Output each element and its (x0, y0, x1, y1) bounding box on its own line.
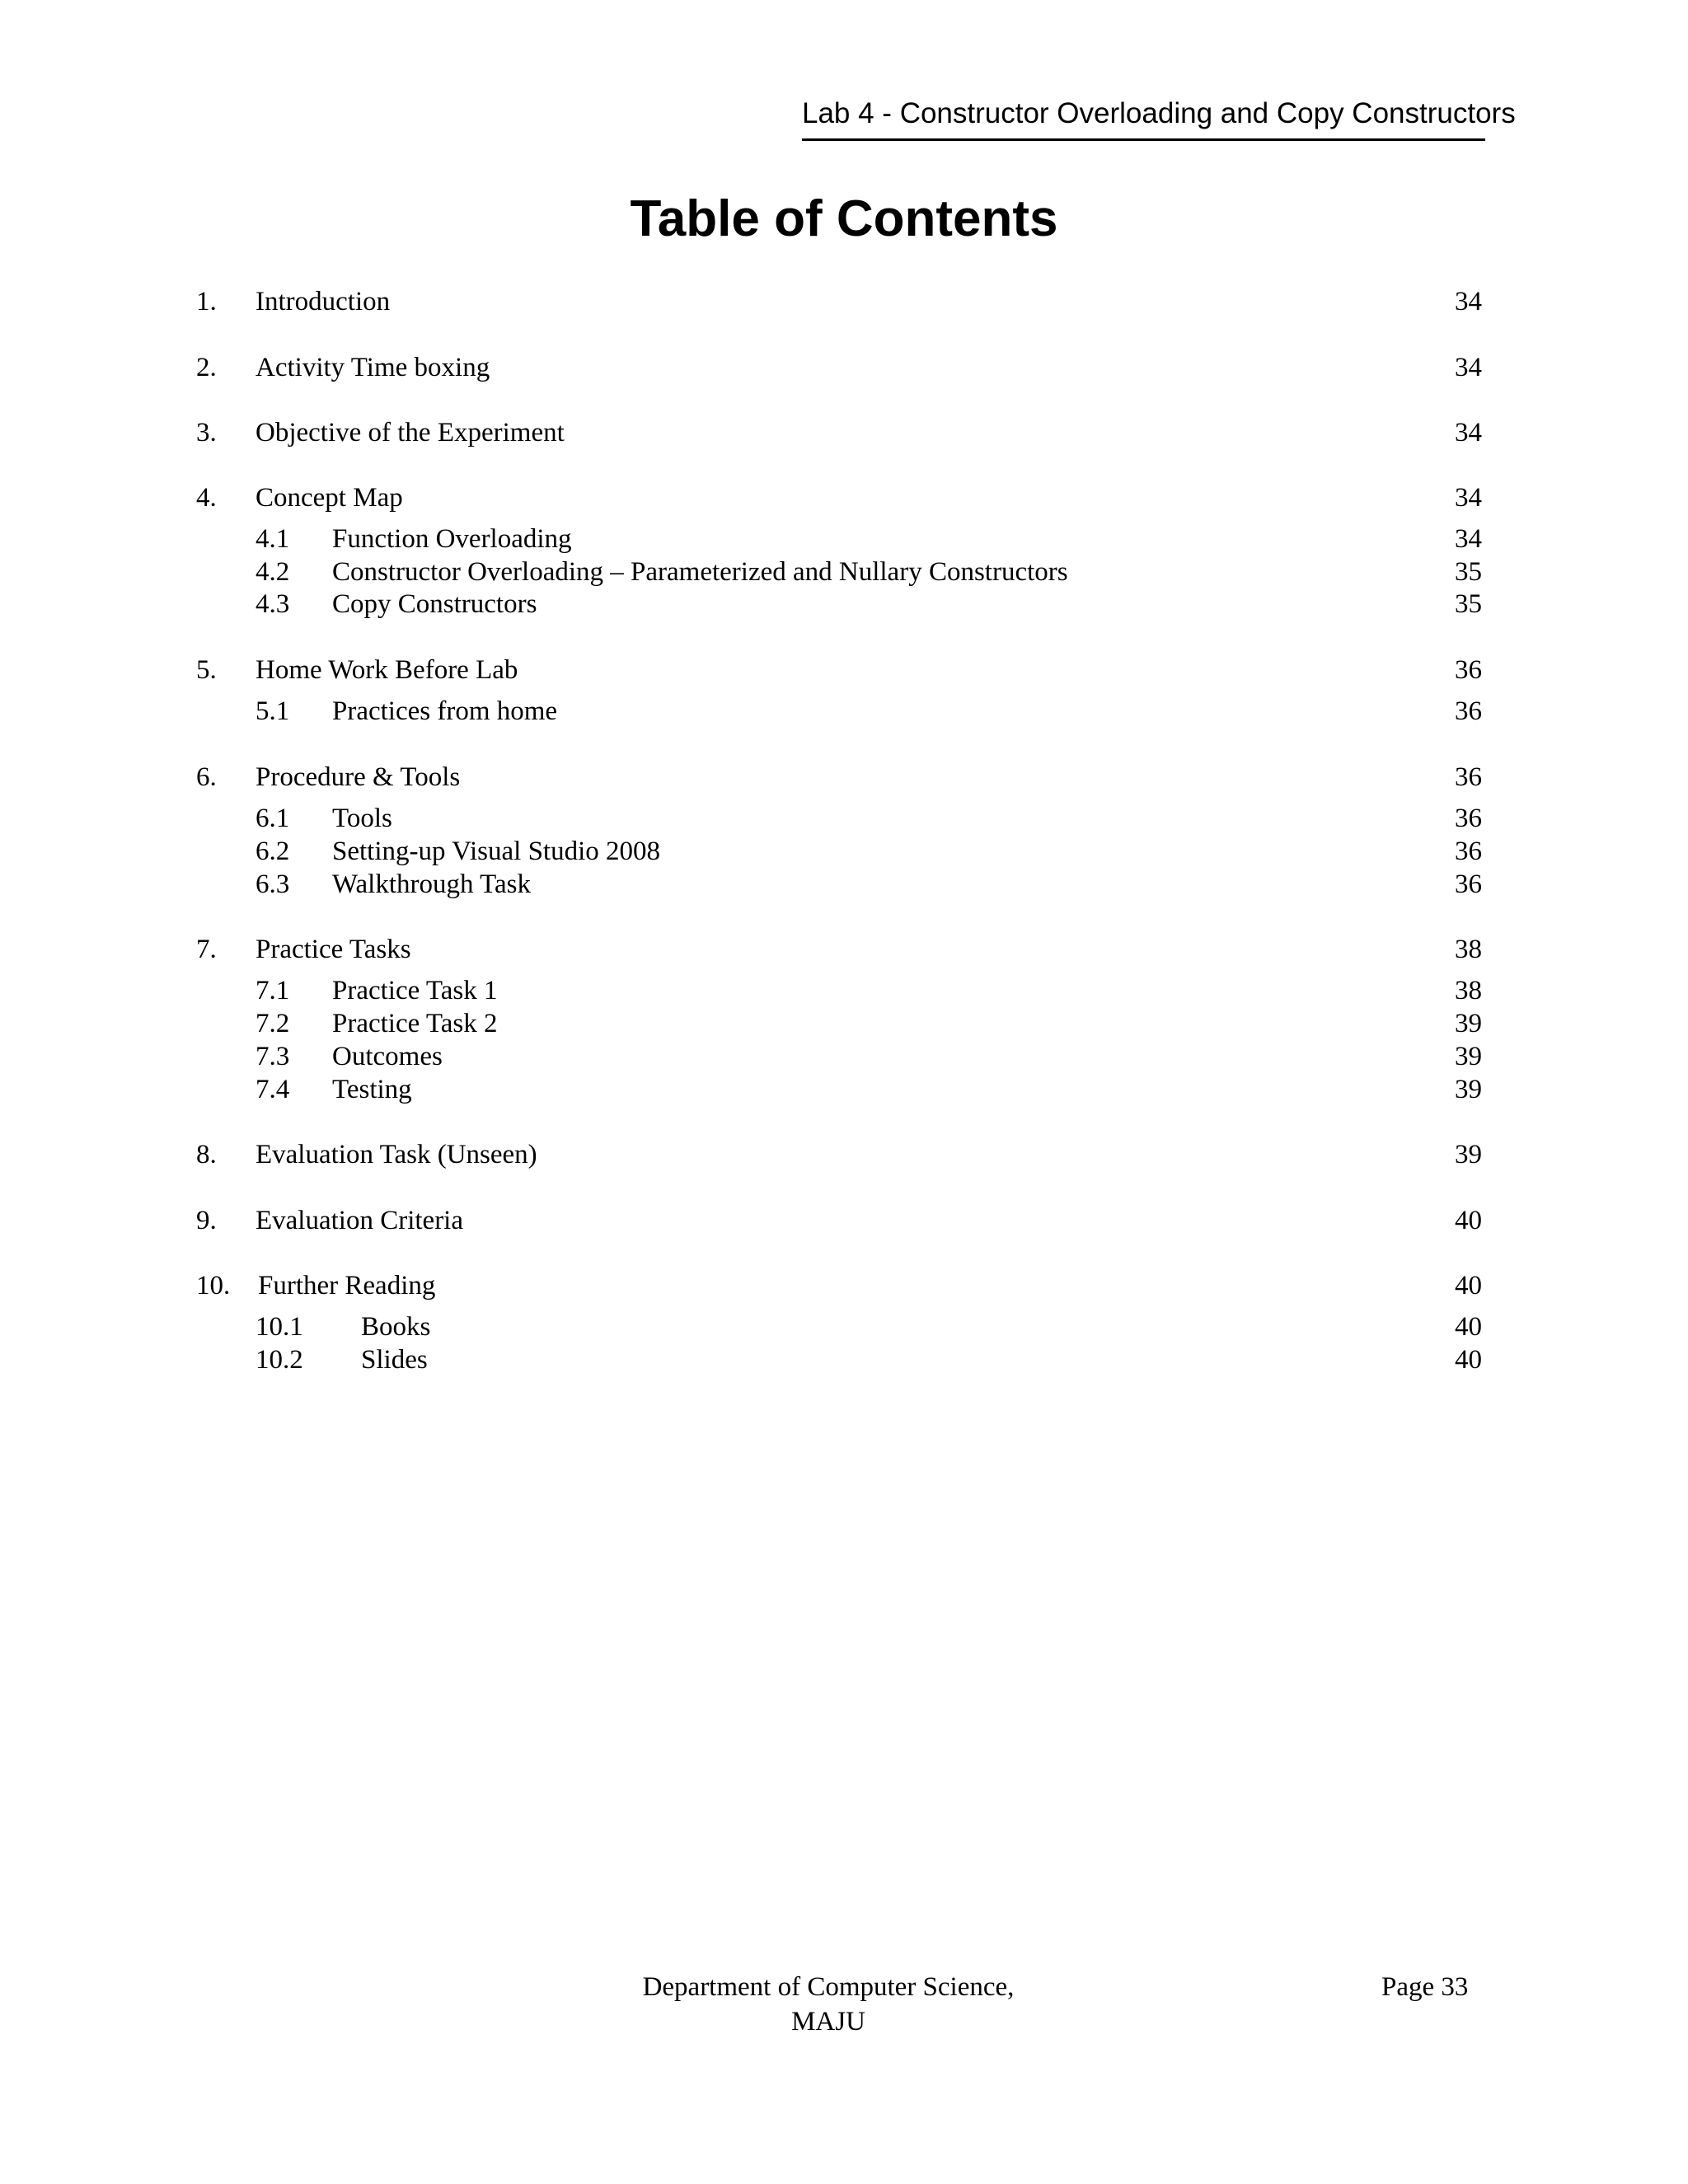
toc-subentry (0, 835, 1688, 868)
toc-entry-label: Introduction (256, 287, 391, 316)
toc-entry-number: 4. (196, 483, 217, 513)
toc-entry-label: Concept Map (256, 483, 403, 513)
toc-subentry (0, 695, 1688, 728)
toc-entry-label: Activity Time boxing (256, 353, 490, 382)
toc-entry (0, 285, 1688, 318)
toc-entry-page: 39 (1455, 1140, 1482, 1169)
toc-entry-number: 8. (196, 1140, 217, 1169)
toc-entry-number: 6. (196, 762, 217, 792)
toc-entry-number: 7.3 (256, 1042, 290, 1071)
toc-entry-number: 3. (196, 418, 217, 448)
toc-entry-number: 1. (196, 287, 217, 316)
toc-entry-page: 35 (1455, 557, 1482, 587)
toc-entry-page: 35 (1455, 589, 1482, 619)
toc-subentry (0, 1073, 1688, 1106)
toc-entry-page: 39 (1455, 1075, 1482, 1104)
toc-subentry (0, 1007, 1688, 1040)
toc-entry-page: 34 (1455, 353, 1482, 382)
toc-entry-page: 34 (1455, 524, 1482, 554)
toc-entry-page: 39 (1455, 1042, 1482, 1071)
toc-entry-label: Home Work Before Lab (256, 655, 518, 685)
toc-entry (0, 654, 1688, 687)
toc-entry-number: 2. (196, 353, 217, 382)
toc-subentry (0, 588, 1688, 621)
footer-department-line1: Department of Computer Science, (642, 1972, 1015, 2002)
toc-entry-label: Constructor Overloading – Parameterized and Nullary Constructors (332, 557, 1068, 587)
toc-entry (0, 416, 1688, 449)
toc-entry-label: Objective of the Experiment (256, 418, 565, 448)
toc-entry-page: 39 (1455, 1009, 1482, 1038)
toc-entry (0, 1269, 1688, 1302)
toc-entry-page: 40 (1455, 1312, 1482, 1342)
toc-entry-number: 9. (196, 1206, 217, 1235)
toc-entry (0, 933, 1688, 966)
running-header: Lab 4 - Constructor Overloading and Copy Constructors (802, 97, 1485, 141)
toc-entry-label: Practice Task 1 (332, 976, 498, 1005)
toc-entry-page: 36 (1455, 762, 1482, 792)
toc-entry-number: 4.3 (256, 589, 290, 619)
toc-entry-page: 34 (1455, 418, 1482, 448)
page-title: Table of Contents (630, 190, 1058, 247)
toc-subentry (0, 802, 1688, 835)
toc-entry-number: 10.1 (256, 1312, 303, 1342)
toc-entry-label: Testing (332, 1075, 412, 1104)
toc-entry-number: 5.1 (256, 696, 290, 726)
toc-entry-number: 7.1 (256, 976, 290, 1005)
toc-entry (0, 1204, 1688, 1237)
toc-entry-page: 36 (1455, 696, 1482, 726)
toc-entry-label: Function Overloading (332, 524, 572, 554)
toc-entry (0, 481, 1688, 514)
toc-entry-label: Evaluation Criteria (256, 1206, 463, 1235)
toc-entry-label: Practices from home (332, 696, 558, 726)
toc-entry-number: 6.2 (256, 837, 290, 866)
footer-department-line2: MAJU (791, 2007, 865, 2036)
toc-entry-label: Practice Task 2 (332, 1009, 498, 1038)
toc-entry-page: 38 (1455, 935, 1482, 964)
toc-entry-number: 4.2 (256, 557, 290, 587)
toc-entry-label: Walkthrough Task (332, 869, 531, 899)
toc-entry (0, 1138, 1688, 1171)
toc-entry-page: 40 (1455, 1271, 1482, 1301)
toc-entry-number: 7. (196, 935, 217, 964)
toc-entry-number: 4.1 (256, 524, 290, 554)
toc-entry-page: 36 (1455, 655, 1482, 685)
toc-entry-number: 6.1 (256, 804, 290, 833)
toc-entry-number: 10.2 (256, 1345, 303, 1375)
toc-entry-label: Copy Constructors (332, 589, 537, 619)
toc-entry-page: 36 (1455, 804, 1482, 833)
toc-subentry (0, 1343, 1688, 1376)
toc-entry (0, 351, 1688, 384)
toc-subentry (0, 555, 1688, 588)
toc-entry-label: Outcomes (332, 1042, 443, 1071)
toc-entry-number: 7.4 (256, 1075, 290, 1104)
toc-entry-label: Practice Tasks (256, 935, 411, 964)
toc-entry-label: Books (361, 1312, 431, 1342)
toc-entry-label: Further Reading (258, 1271, 436, 1301)
toc-subentry (0, 1040, 1688, 1073)
toc-entry-label: Slides (361, 1345, 428, 1375)
toc-entry-label: Setting-up Visual Studio 2008 (332, 837, 661, 866)
toc-entry-page: 34 (1455, 483, 1482, 513)
toc-entry-number: 6.3 (256, 869, 290, 899)
toc-entry-page: 34 (1455, 287, 1482, 316)
toc-entry-page: 40 (1455, 1206, 1482, 1235)
toc-entry-page: 36 (1455, 837, 1482, 866)
toc-subentry (0, 1310, 1688, 1343)
toc-entry-page: 38 (1455, 976, 1482, 1005)
toc-subentry (0, 868, 1688, 901)
toc-entry-page: 40 (1455, 1345, 1482, 1375)
toc-entry (0, 761, 1688, 794)
toc-entry-number: 7.2 (256, 1009, 290, 1038)
toc-entry-number: 5. (196, 655, 217, 685)
footer-page-number: Page 33 (1381, 1972, 1469, 2002)
toc-entry-number: 10. (196, 1271, 231, 1301)
toc-entry-page: 36 (1455, 869, 1482, 899)
toc-entry-label: Evaluation Task (Unseen) (256, 1140, 537, 1169)
toc-entry-label: Procedure & Tools (256, 762, 461, 792)
toc-subentry (0, 974, 1688, 1007)
toc-subentry (0, 523, 1688, 555)
toc-entry-label: Tools (332, 804, 392, 833)
